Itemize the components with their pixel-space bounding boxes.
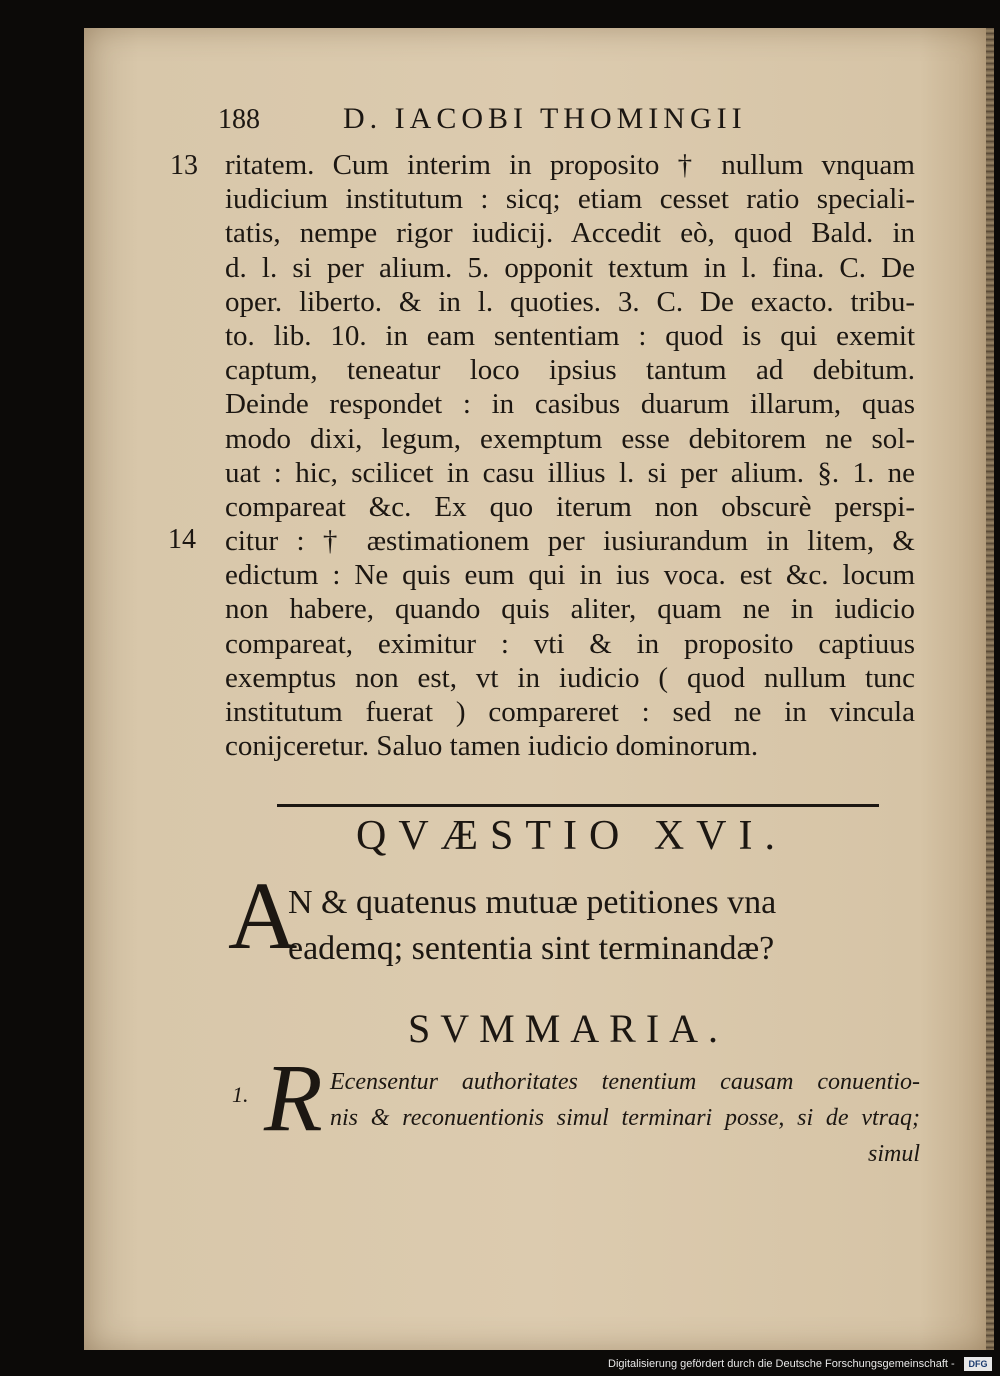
text-line: compareat &c. Ex quo iterum non obscurè perspi- [225,490,915,523]
text-line: non habere, quando quis aliter, quam ne in iudicio [225,593,915,626]
question-dropcap: A [228,862,298,969]
summary-line: nis & reconuentionis simul terminari posse, si de vtraq; [330,1105,920,1131]
text-line: conijceretur. Saluo tamen iudicio dominorum. [225,730,759,763]
summary-dropcap: R [264,1044,323,1151]
text-line: d. l. si per alium. 5. opponit textum in l. fina. C. De [225,251,915,284]
question-text [288,880,914,972]
section-rule [277,804,879,807]
text-line: iudicium institutum : sicq; etiam cesset ratio speciali- [225,183,915,216]
text-line: tatis, nempe rigor iudicij. Accedit eò, quod Bald. in [225,217,915,250]
summary-number: 1. [232,1082,249,1107]
quaestio-heading: QVÆSTIO XVI. [356,813,787,859]
text-line: institutum fuerat ) compareret : sed ne in vincula [225,696,915,728]
dfg-logo: DFG [964,1357,992,1371]
summary-line: simul [867,1141,920,1167]
running-title: D. IACOBI THOMINGII [343,102,747,135]
summary-text [330,1064,920,1172]
question-line: N & quatenus mutuæ petitiones vna [288,884,777,921]
text-line: modo dixi, legum, exemptum esse debitorem ne sol- [225,422,915,455]
page-edge [986,28,994,1350]
text-line: ritatem. Cum interim in proposito † nullum vnquam [225,149,915,181]
page-number: 188 [218,104,260,135]
text-line: to. lib. 10. in eam sententiam : quod is qui exemit [225,319,915,352]
body-text [225,148,915,763]
text-line: captum, teneatur loco ipsius tantum ad debitum. [225,354,915,387]
text-line: oper. liberto. & in l. quoties. 3. C. De exacto. tribu- [225,285,915,318]
text-line: exemptus non est, vt in iudicio ( quod nullum tunc [225,661,915,694]
text-line: compareat, eximitur : vti & in proposito captiuus [225,627,915,660]
summary-line: Ecensentur authoritates tenentium causam conuentio- [330,1069,920,1095]
footer-credit: Digitalisierung gefördert durch die Deutsche Forschungsgemeinschaft - [608,1358,955,1370]
text-line: Deinde respondet : in casibus duarum illarum, quas [225,388,915,421]
margin-number: 13 [170,150,198,181]
text-line: edictum : Ne quis eum qui in ius voca. est &c. locum [225,559,915,592]
summaria-heading: SVMMARIA. [408,1006,729,1051]
text-line: uat : hic, scilicet in casu illius l. si per alium. §. 1. ne [225,456,915,489]
question-line: eademq; sententia sint terminandæ? [288,930,775,967]
margin-number: 14 [168,524,196,555]
text-line: citur : † æstimationem per iusiurandum in litem, & [225,525,915,558]
